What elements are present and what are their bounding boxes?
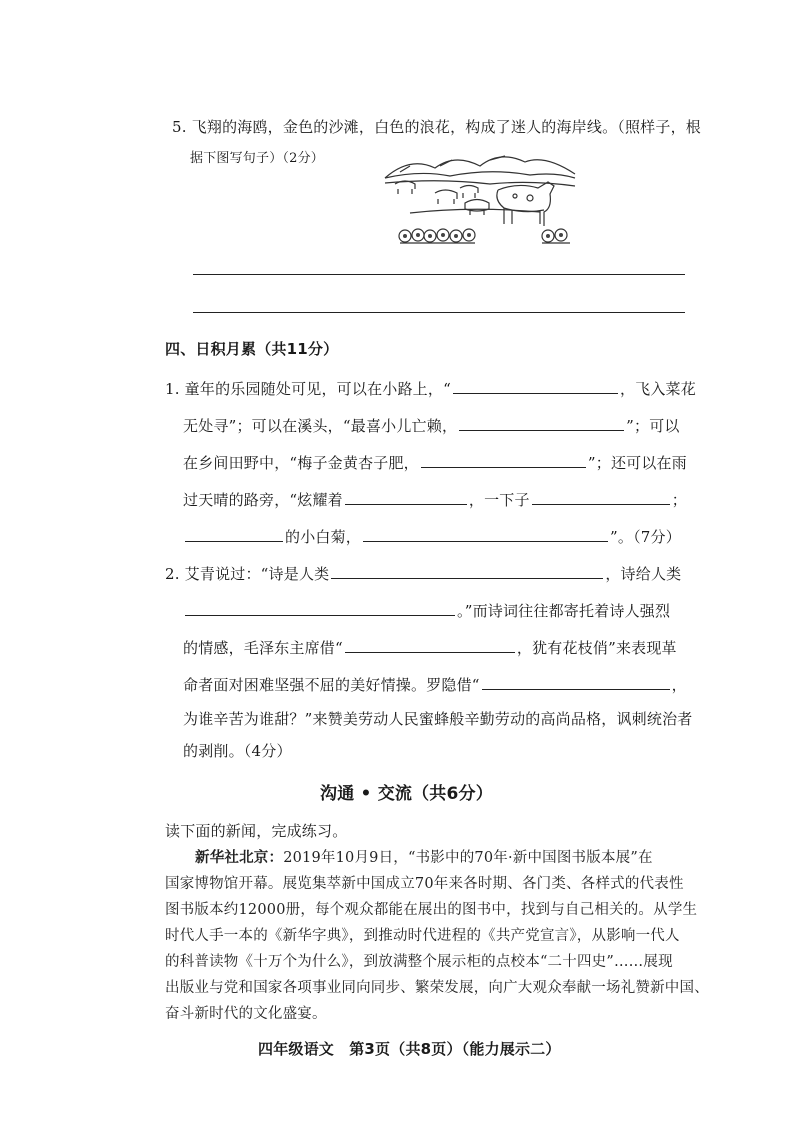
q2-line-5: 为谁辛苦为谁甜？”来赞美劳动人民蜜蜂般辛勤劳动的高尚品格，讽刺统治者 <box>183 710 693 728</box>
q1-line-2: 无处寻”；可以在溪头，“最喜小儿亡赖， ”；可以 <box>183 417 680 435</box>
q1-blank-2[interactable] <box>459 416 624 431</box>
q1-blank-7[interactable] <box>363 527 608 542</box>
section-4-heading: 四、日积月累（共11分） <box>165 340 339 358</box>
q5-answer-line-1[interactable] <box>193 274 685 275</box>
q2-line-1: 2. 艾青说过：“诗是人类 ，诗给人类 <box>165 565 682 583</box>
news-line-6: 出版业与党和国家各项事业同向同步、繁荣发展，向广大观众奉献一场礼赞新中国、 <box>165 980 709 996</box>
pasture-cows-illustration <box>380 148 580 248</box>
page-footer: 四年级语文 第3页（共8页）（能力展示二） <box>258 1040 561 1058</box>
q2-line-6: 的剥削。（4分） <box>183 742 292 760</box>
q1-blank-6[interactable] <box>185 527 283 542</box>
q1-blank-1[interactable] <box>453 379 618 394</box>
q1-blank-3[interactable] <box>421 453 586 468</box>
q1-blank-5[interactable] <box>532 490 670 505</box>
news-line-4: 时代人手一本的《新华字典》，到推动时代进程的《共产党宣言》，从影响一代人 <box>165 928 680 944</box>
q2-blank-1[interactable] <box>331 564 603 579</box>
news-line-2: 国家博物馆开幕。展览集萃新中国成立70年来各时期、各门类、各样式的代表性 <box>165 876 684 892</box>
news-instruction: 读下面的新闻，完成练习。 <box>165 822 348 840</box>
q5-line-1: 5. 飞翔的海鸥，金色的沙滩，白色的浪花，构成了迷人的海岸线。（照样子，根 <box>172 118 701 136</box>
q1-line-5: 的小白菊， ”。（7分） <box>183 526 681 547</box>
q1-line-4: 过天晴的路旁，“炫耀着 ，一下子 ； <box>183 491 687 509</box>
q1-line-3: 在乡间田野中，“梅子金黄杏子肥， ”；还可以在雨 <box>183 454 687 472</box>
news-line-1: 新华社北京：2019年10月9日，“书影中的70年·新中国图书版本展”在 <box>195 849 653 866</box>
communication-heading: 沟通 • 交流（共6分） <box>320 784 493 804</box>
q1-line-1: 1. 童年的乐园随处可见，可以在小路上，“ ，飞入菜花 <box>165 380 696 398</box>
q2-blank-2[interactable] <box>185 601 455 616</box>
q5-answer-line-2[interactable] <box>193 312 685 313</box>
q2-blank-4[interactable] <box>482 675 670 690</box>
news-line-5: 的科普读物《十万个为什么》，到放满整个展示柜的点校本“二十四史”……展现 <box>165 954 673 970</box>
q2-blank-3[interactable] <box>345 638 515 653</box>
q2-line-4: 命者面对困难坚强不屈的美好情操。罗隐借“ ， <box>183 676 687 694</box>
news-line-7: 奋斗新时代的文化盛宴。 <box>165 1006 327 1022</box>
q5-line-2: 据下图写句子）（2分） <box>190 151 324 166</box>
q2-line-3: 的情感，毛泽东主席借“ ，犹有花枝俏”来表现革 <box>183 639 677 657</box>
news-line-3: 图书版本约12000册，每个观众都能在展出的图书中，找到与自己相关的。从学生 <box>165 902 698 918</box>
q2-line-2: 。”而诗词往往都寄托着诗人强烈 <box>183 600 670 621</box>
q1-blank-4[interactable] <box>345 490 467 505</box>
